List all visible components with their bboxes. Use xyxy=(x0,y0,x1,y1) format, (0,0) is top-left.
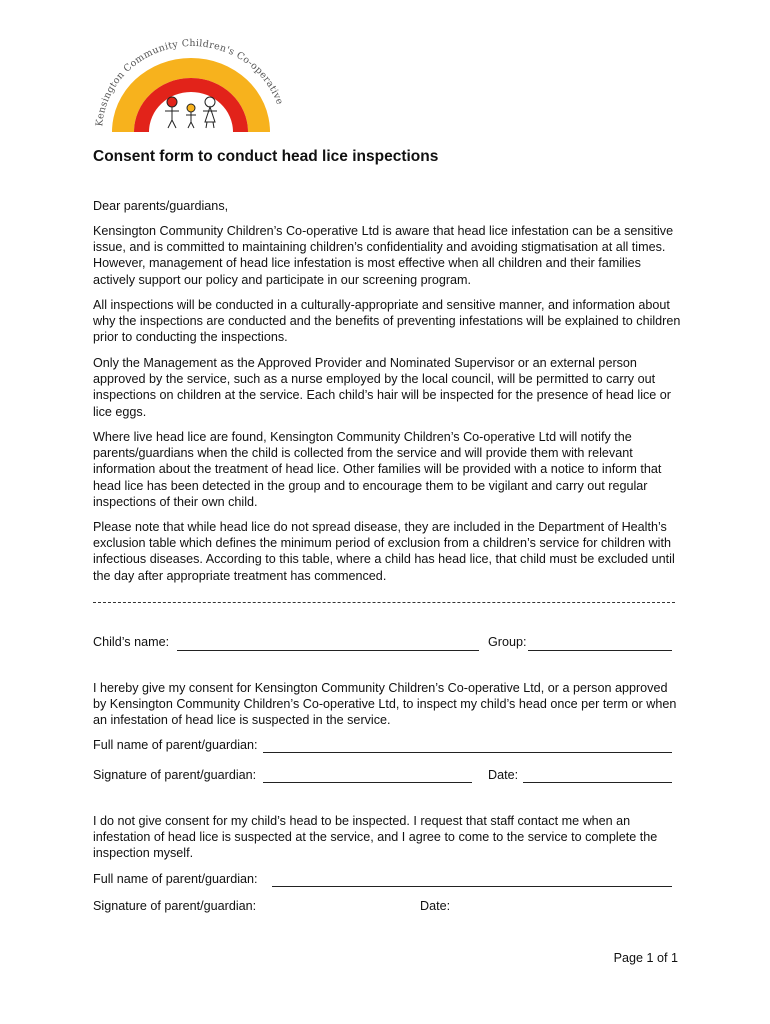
consent-statement: I hereby give my consent for Kensington Community Children’s Co-operative Ltd, or a person approved by Kensington Community Children’s Co-operative Ltd, to inspect my child’s head once per term or when an infestation of head lice is suspected in the service. xyxy=(93,681,677,728)
full-name-field[interactable] xyxy=(263,752,672,753)
paragraph-awareness: Kensington Community Children’s Co-operative Ltd is aware that head lice infestation can be a sensitive issue, and is committed to maintaining children’s confidentiality and avoiding stigmatisation at all times. However, management of head lice infestation is most effective when all children and their families actively support our policy and participate in our screening program. xyxy=(93,224,674,287)
no-consent-statement: I do not give consent for my child’s head to be inspected. I request that staff contact me when an infestation of head lice is suspected at the service, and I agree to come to the service to complete the inspection myself. xyxy=(93,814,658,861)
full-name-field-2[interactable] xyxy=(272,886,672,887)
paragraph-who-inspects: Only the Management as the Approved Provider and Nominated Supervisor or an external person approved by the service, such as a nurse employed by the local council, will be permitted to carry out inspections on children at the service. Each child’s hair will be inspected for the presence of head lice or lice eggs. xyxy=(93,356,672,419)
paragraph-notification: Where live head lice are found, Kensington Community Children’s Co-operative Ltd will notify the parents/guardians when the child is collected from the service and will provide them with relevant information about the treatment of head lice. Other families will be provided with a notice to inform that head lice has been detected in the group and to encourage them to be vigilant and carry out regular inspections of their own child. xyxy=(93,430,662,509)
date-label: Date: xyxy=(488,768,519,782)
page-number: Page 1 of 1 xyxy=(613,951,678,965)
paragraph-inspections-manner: All inspections will be conducted in a culturally-appropriate and sensitive manner, and information about why the inspections are conducted and the benefits of preventing infestations will be explained to children prior to conducting the inspections. xyxy=(93,298,681,345)
organisation-logo xyxy=(92,36,290,136)
date-field[interactable] xyxy=(523,782,672,783)
date-label-2: Date: xyxy=(420,899,451,913)
full-name-label: Full name of parent/guardian: xyxy=(93,738,258,752)
signature-field[interactable] xyxy=(263,782,472,783)
paragraph-exclusion: Please note that while head lice do not spread disease, they are included in the Department of Health’s exclusion table which defines the minimum period of exclusion from a children’s service for children with infectious diseases. According to this table, where a child has head lice, that child must be excluded until the day after appropriate treatment has commenced. xyxy=(93,520,675,583)
cut-line-divider xyxy=(93,602,675,603)
logo-children-figures xyxy=(165,97,217,128)
signature-label-2: Signature of parent/guardian: xyxy=(93,899,257,913)
page-title: Consent form to conduct head lice inspections xyxy=(93,148,439,165)
salutation: Dear parents/guardians, xyxy=(93,199,229,213)
signature-label: Signature of parent/guardian: xyxy=(93,768,257,782)
group-field[interactable] xyxy=(528,650,672,651)
child-name-label: Child’s name: xyxy=(93,635,170,649)
child-name-field[interactable] xyxy=(177,650,479,651)
full-name-label-2: Full name of parent/guardian: xyxy=(93,872,258,886)
group-label: Group: xyxy=(488,635,527,649)
logo-organisation-text: Kensington Community Children's Co-operative xyxy=(94,37,286,127)
